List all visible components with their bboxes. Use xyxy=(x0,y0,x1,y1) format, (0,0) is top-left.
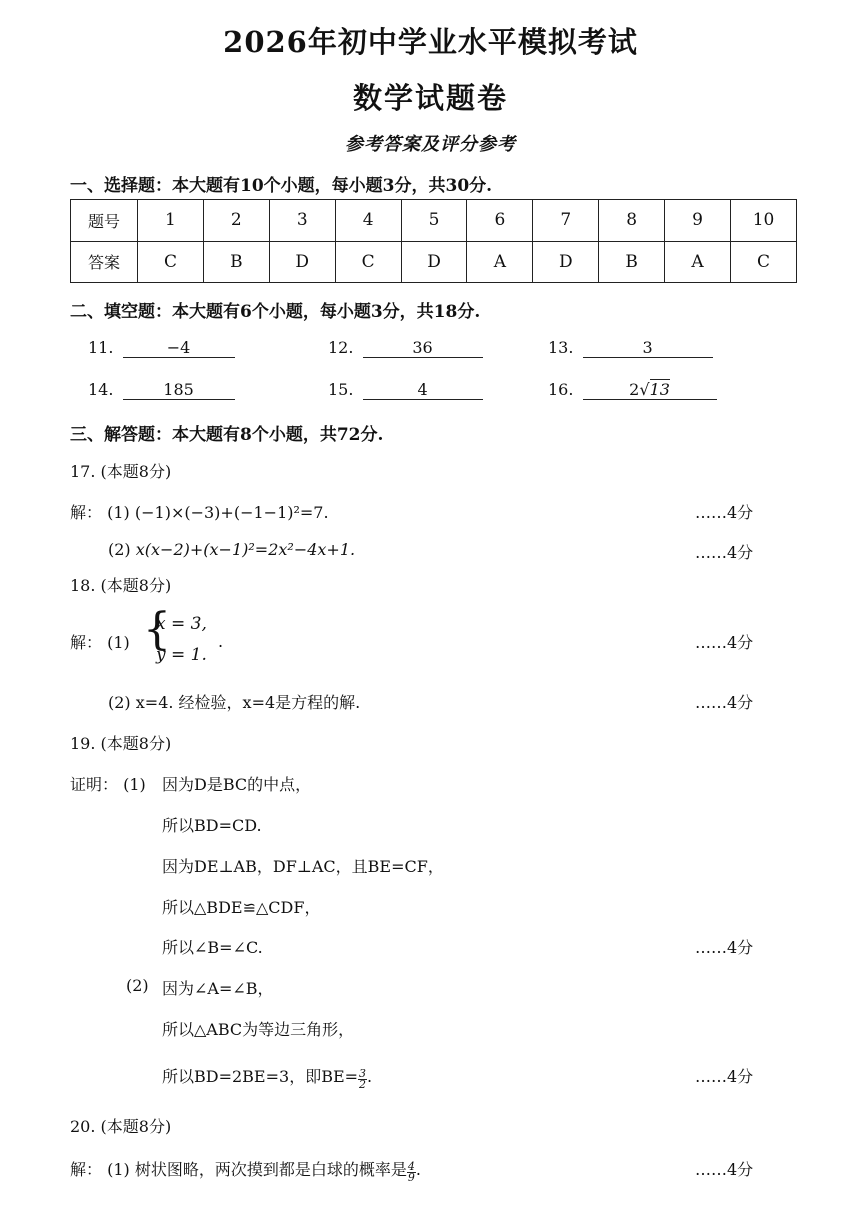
table-cell: 3 xyxy=(269,200,335,242)
q20-part1 xyxy=(70,1157,421,1183)
score: ……4分 xyxy=(695,543,754,562)
section1-heading: 一、选择题：本大题有10个小题，每小题3分，共30分. xyxy=(70,176,493,196)
q18-prefix xyxy=(70,630,130,653)
system-line-2: y = 1. xyxy=(156,645,207,665)
table-cell: 4 xyxy=(335,200,401,242)
proof-line: 所以△BDE≌△CDF， xyxy=(162,898,321,917)
proof-line: 所以△ABC为等边三角形， xyxy=(162,1020,355,1039)
table-cell: A xyxy=(665,241,731,283)
item-number: 13. xyxy=(548,338,574,357)
solution-prefix: 解： xyxy=(70,633,103,652)
table-cell: 1 xyxy=(138,200,204,242)
system-line-1: x = 3, xyxy=(156,614,207,634)
table-cell: C xyxy=(138,241,204,283)
fill-answer: 185 xyxy=(123,381,235,400)
q19-title: 19. (本题8分) xyxy=(70,734,172,753)
part-label: (1) xyxy=(123,775,146,794)
numerator: 3 xyxy=(359,1067,367,1080)
table-cell: 9 xyxy=(665,200,731,242)
denominator: 9 xyxy=(407,1171,415,1184)
sqrt-icon: √ xyxy=(639,380,650,399)
final-text: 所以BD=2BE=3，即BE= xyxy=(162,1067,359,1086)
final-end: . xyxy=(367,1067,373,1086)
fill-item-13 xyxy=(548,338,713,358)
solution-prefix: 解： xyxy=(70,503,103,522)
item-number: 14. xyxy=(88,380,114,399)
section3-heading: 三、解答题：本大题有8个小题，共72分. xyxy=(70,425,384,445)
table-row-numbers xyxy=(71,200,797,242)
fill-item-11 xyxy=(88,338,235,358)
table-cell: 5 xyxy=(401,200,467,242)
coef: 2 xyxy=(629,380,640,399)
radicand: 13 xyxy=(649,380,670,399)
fill-item-15 xyxy=(328,380,483,400)
equation: (−1)×(−3)+(−1−1)²=7. xyxy=(134,503,329,522)
brace-icon: { xyxy=(143,604,171,655)
fill-answer xyxy=(583,381,717,400)
q18-part2 xyxy=(108,690,360,713)
proof-line: 所以∠B=∠C. xyxy=(162,938,263,957)
fill-answer: 3 xyxy=(583,339,713,358)
fill-answer: 36 xyxy=(363,339,483,358)
table-row-label: 答案 xyxy=(71,241,138,283)
score: ……4分 xyxy=(695,938,754,957)
table-cell: D xyxy=(269,241,335,283)
score: ……4分 xyxy=(695,1160,754,1179)
system-end: . xyxy=(218,632,224,651)
q20-title: 20. (本题8分) xyxy=(70,1117,172,1136)
answer-end: . xyxy=(415,1160,421,1179)
fraction xyxy=(358,1069,367,1090)
table-row-label: 题号 xyxy=(71,200,138,242)
score: ……4分 xyxy=(695,503,754,522)
item-number: 11. xyxy=(88,338,114,357)
item-number: 16. xyxy=(548,380,574,399)
item-number: 12. xyxy=(328,338,354,357)
table-cell: 8 xyxy=(599,200,665,242)
part-label: (1) xyxy=(107,1160,130,1179)
q18-title: 18. (本题8分) xyxy=(70,576,172,595)
answer-table xyxy=(70,199,797,283)
numerator: 4 xyxy=(407,1160,415,1173)
table-cell: C xyxy=(731,241,797,283)
section2-heading: 二、填空题：本大题有6个小题，每小题3分，共18分. xyxy=(70,302,481,322)
table-cell: 10 xyxy=(731,200,797,242)
q17-part1 xyxy=(70,500,329,523)
table-cell: D xyxy=(401,241,467,283)
proof-line: 所以BD=CD. xyxy=(162,816,262,835)
fill-item-12 xyxy=(328,338,483,358)
table-cell: 6 xyxy=(467,200,533,242)
page-title: 2026年初中学业水平模拟考试 xyxy=(223,25,638,59)
part-label: (2) xyxy=(108,540,131,559)
equation: x(x−2)+(x−1)²=2x²−4x+1. xyxy=(135,540,356,559)
part-label: (2) xyxy=(126,976,149,995)
fill-answer: 4 xyxy=(363,381,483,400)
score: ……4分 xyxy=(695,693,754,712)
table-cell: 2 xyxy=(203,200,269,242)
fill-answer: −4 xyxy=(123,339,235,358)
proof-line-final xyxy=(162,1064,372,1090)
q17-part2 xyxy=(108,540,355,559)
table-cell: B xyxy=(203,241,269,283)
fill-item-14 xyxy=(88,380,235,400)
item-number: 15. xyxy=(328,380,354,399)
table-cell: A xyxy=(467,241,533,283)
fraction xyxy=(407,1162,416,1183)
proof-line: 因为D是BC的中点， xyxy=(162,775,312,794)
fill-item-16 xyxy=(548,380,717,400)
score: ……4分 xyxy=(695,633,754,652)
table-cell: 7 xyxy=(533,200,599,242)
part-label: (1) xyxy=(107,503,130,522)
page-subtitle: 数学试题卷 xyxy=(352,81,508,115)
part-label: (1) xyxy=(107,633,130,652)
table-cell: C xyxy=(335,241,401,283)
q19-prefix xyxy=(70,772,146,795)
score: ……4分 xyxy=(695,1067,754,1086)
part-label: (2) xyxy=(108,693,131,712)
denominator: 2 xyxy=(359,1078,367,1091)
proof-line: 因为∠A=∠B， xyxy=(162,979,274,998)
table-row-answers xyxy=(71,241,797,283)
answer-text: x=4. 经检验，x=4是方程的解. xyxy=(135,693,361,712)
table-cell: B xyxy=(599,241,665,283)
solution-prefix: 解： xyxy=(70,1160,103,1179)
proof-prefix: 证明： xyxy=(70,775,119,794)
proof-line: 因为DE⊥AB，DF⊥AC，且BE=CF， xyxy=(162,857,444,876)
answer-text: 树状图略，两次摸到都是白球的概率是 xyxy=(134,1160,407,1179)
q17-title: 17. (本题8分) xyxy=(70,462,172,481)
answer-key-title: 参考答案及评分参考 xyxy=(345,134,516,155)
table-cell: D xyxy=(533,241,599,283)
